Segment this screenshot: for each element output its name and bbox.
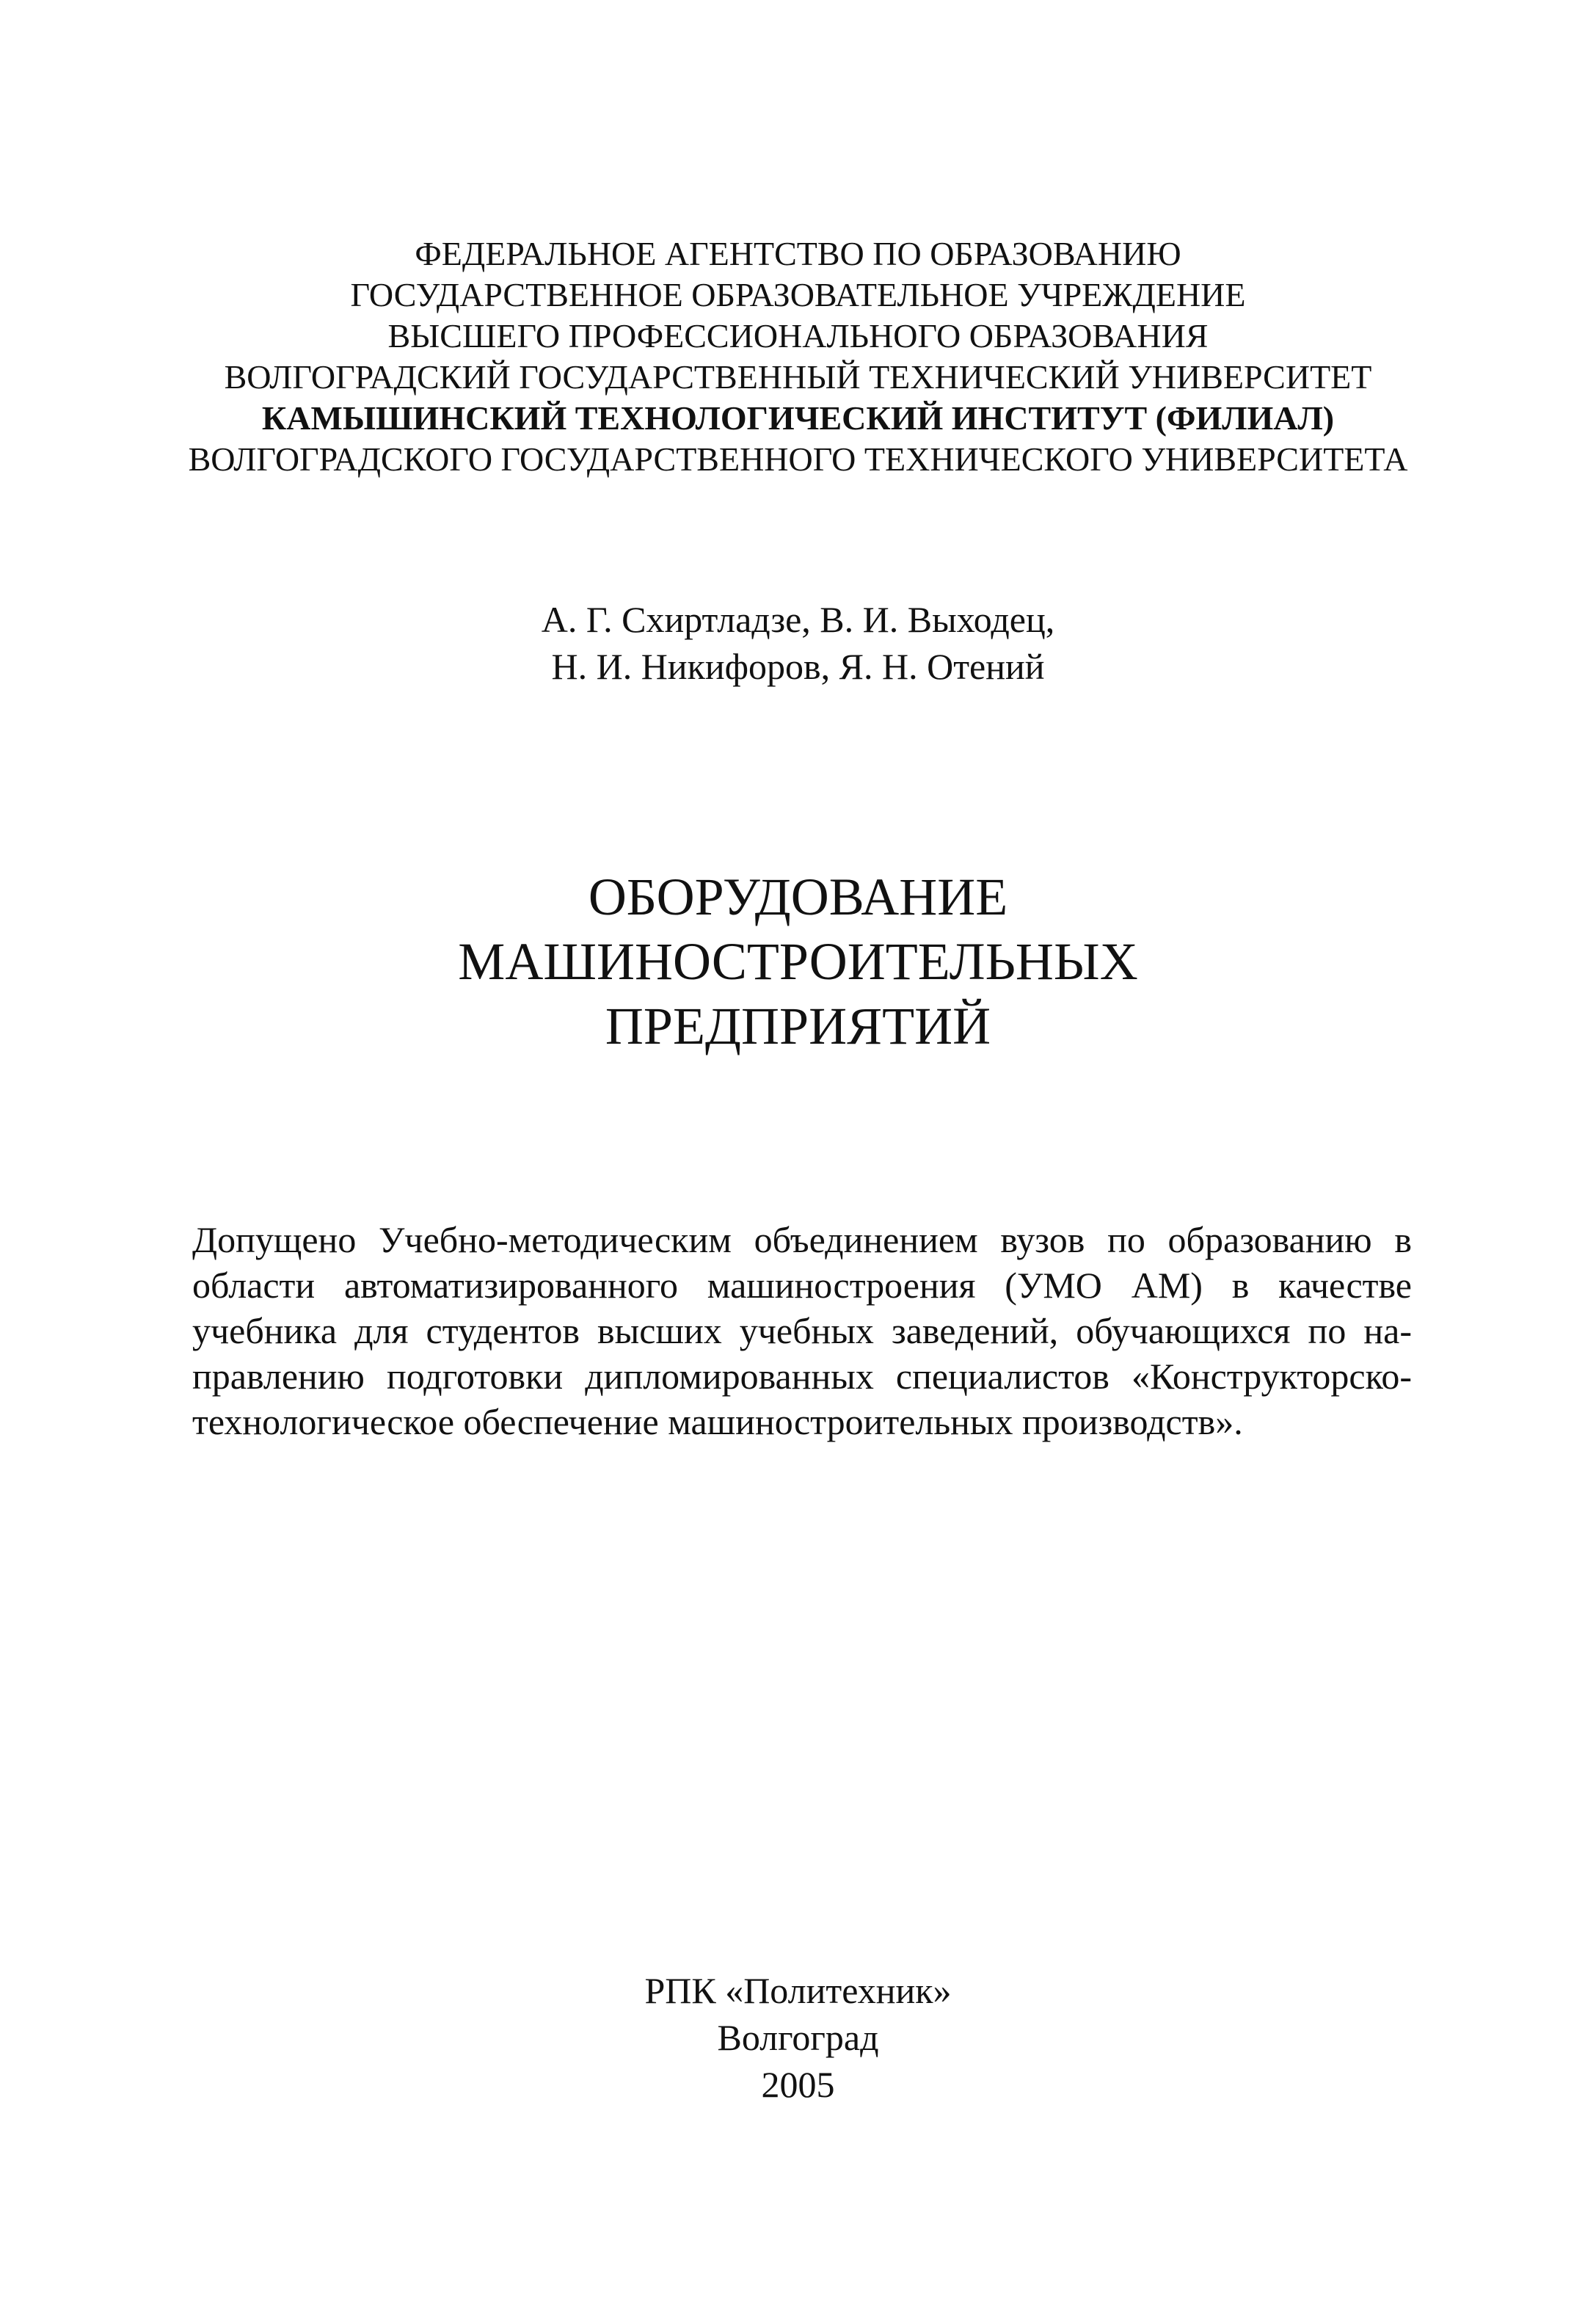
header-education-level: ВЫСШЕГО ПРОФЕССИОНАЛЬНОГО ОБРАЗОВАНИЯ [387, 317, 1209, 355]
header-institution-type: ГОСУДАРСТВЕННОЕ ОБРАЗОВАТЕЛЬНОЕ УЧРЕЖДЕНИЕ [350, 276, 1246, 313]
authors-line-1: А. Г. Схиртладзе, В. И. Выходец, [541, 599, 1055, 640]
institution-header [0, 233, 1596, 480]
authors-line-2: Н. И. Никифоров, Я. Н. Отений [551, 646, 1045, 687]
header-university: ВОЛГОГРАДСКИЙ ГОСУДАРСТВЕННЫЙ ТЕХНИЧЕСКИЙ УНИВЕРСИТЕТ [224, 358, 1372, 396]
header-institute-branch: КАМЫШИНСКИЙ ТЕХНОЛОГИЧЕСКИЙ ИНСТИТУТ (ФИЛИАЛ) [261, 399, 1335, 437]
publisher: РПК «Политехник» [644, 1970, 952, 2011]
approval-line-2: области автоматизированного машиностроения (УМО АМ) в качестве [192, 1265, 1412, 1306]
book-title [0, 865, 1596, 1058]
year: 2005 [761, 2064, 835, 2105]
approval-statement [192, 1217, 1412, 1444]
approval-line-5: технологическое обеспечение машиностроительных производств». [192, 1401, 1243, 1442]
book-title-line-1: ОБОРУДОВАНИЕ [588, 868, 1008, 926]
approval-line-3: учебника для студентов высших учебных заведений, обучающихся по на- [192, 1310, 1412, 1351]
book-title-line-2: МАШИНОСТРОИТЕЛЬНЫХ [458, 932, 1138, 991]
approval-line-4: правлению подготовки дипломированных специалистов «Конструкторско- [192, 1356, 1412, 1397]
book-title-line-3: ПРЕДПРИЯТИЙ [605, 997, 991, 1055]
approval-line-1: Допущено Учебно-методическим объединением вузов по образованию в [192, 1219, 1412, 1260]
header-parent-university: ВОЛГОГРАДСКОГО ГОСУДАРСТВЕННОГО ТЕХНИЧЕСКОГО УНИВЕРСИТЕТА [188, 440, 1408, 478]
header-agency: ФЕДЕРАЛЬНОЕ АГЕНТСТВО ПО ОБРАЗОВАНИЮ [415, 235, 1181, 272]
imprint [0, 1967, 1596, 2108]
authors [0, 596, 1596, 690]
city: Волгоград [717, 2017, 879, 2058]
